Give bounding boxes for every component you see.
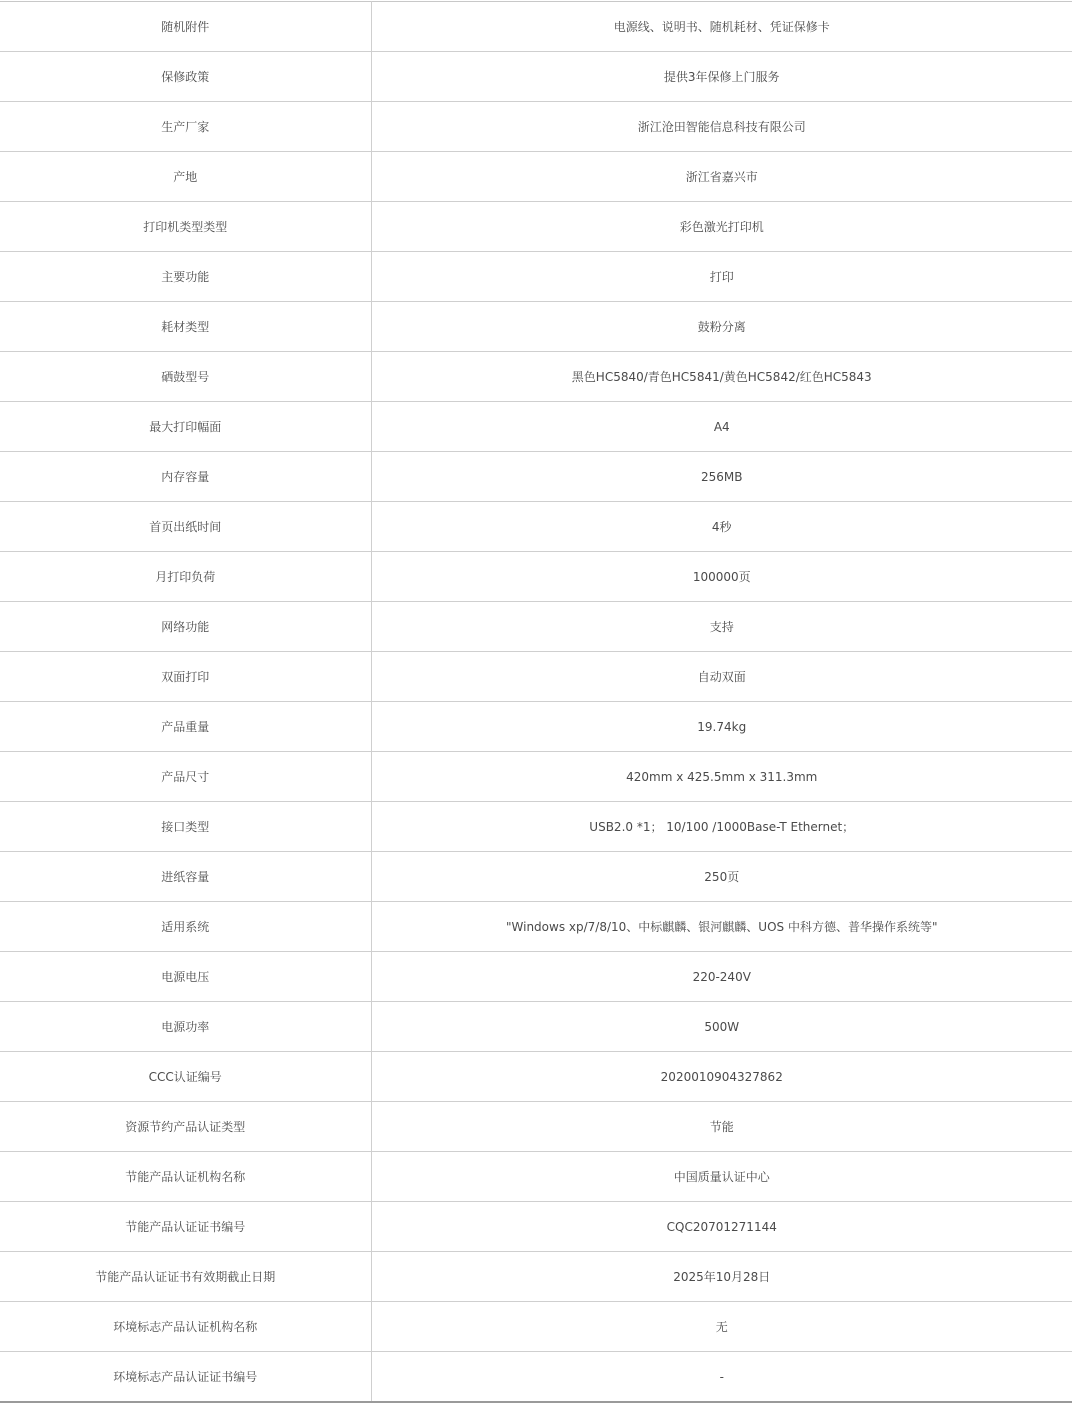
spec-row [0,1052,1072,1102]
spec-row [0,1102,1072,1152]
spec-label: 双面打印 [0,652,371,702]
spec-row [0,52,1072,102]
spec-value: "Windows xp/7/8/10、中标麒麟、银河麒麟、UOS 中科方德、普华操作系统等" [371,902,1072,952]
spec-value: 19.74kg [371,702,1072,752]
spec-value: 500W [371,1002,1072,1052]
spec-row [0,952,1072,1002]
spec-label: 随机附件 [0,2,371,52]
spec-label: 主要功能 [0,252,371,302]
spec-label: 打印机类型类型 [0,202,371,252]
spec-label: 产品尺寸 [0,752,371,802]
spec-value: 中国质量认证中心 [371,1152,1072,1202]
spec-table-body [0,2,1072,1403]
spec-value: CQC20701271144 [371,1202,1072,1252]
spec-value: USB2.0 *1； 10/100 /1000Base-T Ethernet； [371,802,1072,852]
spec-row [0,1152,1072,1202]
spec-row [0,252,1072,302]
spec-row [0,302,1072,352]
spec-value: 鼓粉分离 [371,302,1072,352]
spec-row [0,152,1072,202]
spec-label: 生产厂家 [0,102,371,152]
spec-value: 2020010904327862 [371,1052,1072,1102]
spec-row [0,102,1072,152]
spec-row [0,1302,1072,1352]
spec-label: 硒鼓型号 [0,352,371,402]
spec-value: 自动双面 [371,652,1072,702]
spec-value: 无 [371,1302,1072,1352]
spec-value: 420mm x 425.5mm x 311.3mm [371,752,1072,802]
spec-row [0,902,1072,952]
spec-label: CCC认证编号 [0,1052,371,1102]
spec-value: 支持 [371,602,1072,652]
spec-row [0,652,1072,702]
spec-label: 月打印负荷 [0,552,371,602]
spec-value: 电源线、说明书、随机耗材、凭证保修卡 [371,2,1072,52]
spec-row [0,1002,1072,1052]
spec-value: 浙江沧田智能信息科技有限公司 [371,102,1072,152]
spec-label: 电源电压 [0,952,371,1002]
spec-label: 电源功率 [0,1002,371,1052]
spec-row [0,1252,1072,1302]
spec-label: 节能产品认证证书有效期截止日期 [0,1252,371,1302]
spec-label: 节能产品认证机构名称 [0,1152,371,1202]
spec-value: 彩色激光打印机 [371,202,1072,252]
spec-label: 保修政策 [0,52,371,102]
spec-value: 提供3年保修上门服务 [371,52,1072,102]
spec-label: 产地 [0,152,371,202]
spec-value: - [719,1369,724,1384]
spec-label: 环境标志产品认证证书编号 [0,1352,371,1403]
product-spec-table [0,1,1072,1403]
spec-label: 最大打印幅面 [0,402,371,452]
spec-row [0,1352,1072,1403]
spec-label: 耗材类型 [0,302,371,352]
spec-value: 浙江省嘉兴市 [371,152,1072,202]
spec-value: 2025年10月28日 [371,1252,1072,1302]
spec-label: 网络功能 [0,602,371,652]
spec-label: 节能产品认证证书编号 [0,1202,371,1252]
spec-label: 进纸容量 [0,852,371,902]
spec-row [0,602,1072,652]
spec-value: 黑色HC5840/青色HC5841/黄色HC5842/红色HC5843 [371,352,1072,402]
spec-row [0,402,1072,452]
spec-row [0,202,1072,252]
spec-label: 首页出纸时间 [0,502,371,552]
spec-row [0,1202,1072,1252]
spec-row [0,552,1072,602]
spec-label: 环境标志产品认证机构名称 [0,1302,371,1352]
spec-value: 256MB [371,452,1072,502]
spec-label: 内存容量 [0,452,371,502]
spec-value: 250页 [371,852,1072,902]
spec-row [0,352,1072,402]
spec-row [0,852,1072,902]
spec-label: 适用系统 [0,902,371,952]
spec-value: 4秒 [371,502,1072,552]
spec-value: 220-240V [371,952,1072,1002]
spec-row [0,2,1072,52]
spec-row [0,452,1072,502]
spec-label: 资源节约产品认证类型 [0,1102,371,1152]
spec-label: 接口类型 [0,802,371,852]
spec-row [0,502,1072,552]
spec-value: 打印 [371,252,1072,302]
spec-row [0,802,1072,852]
spec-value: 100000页 [371,552,1072,602]
spec-value: A4 [371,402,1072,452]
spec-row [0,702,1072,752]
spec-value: 节能 [371,1102,1072,1152]
spec-row [0,752,1072,802]
spec-label: 产品重量 [0,702,371,752]
